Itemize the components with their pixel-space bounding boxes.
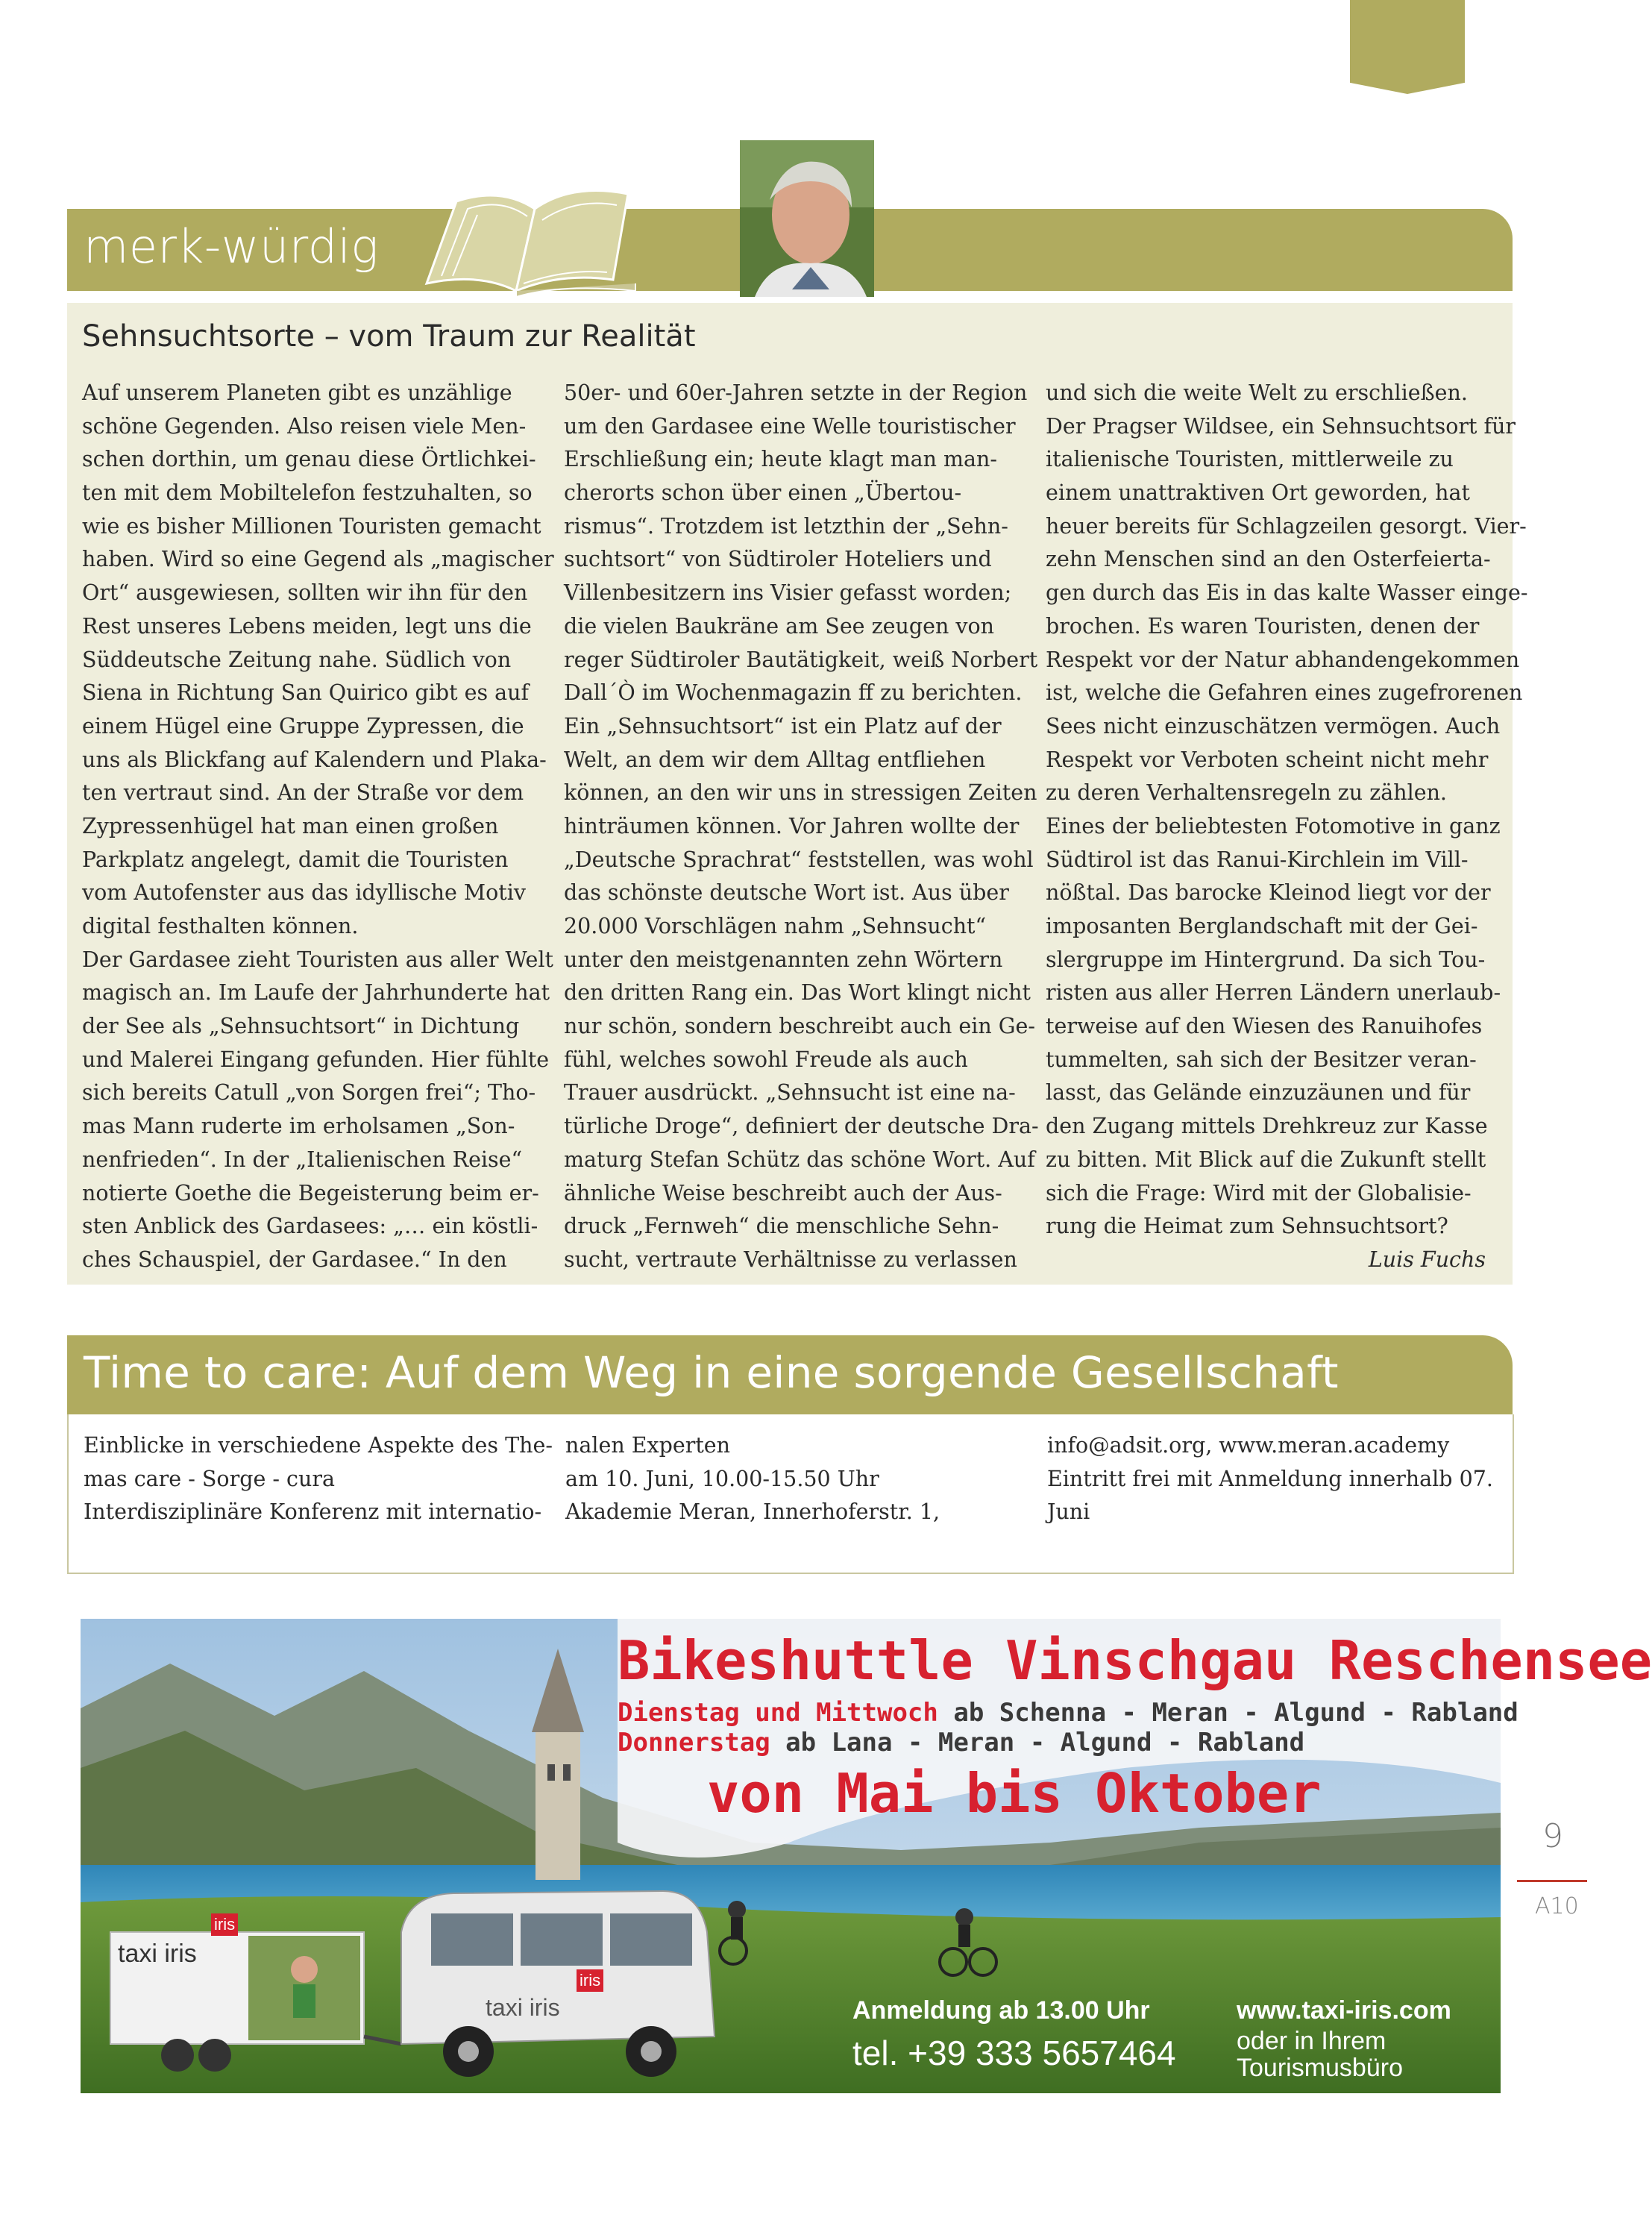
text-line: den Zugang mittels Drehkreuz zur Kasse bbox=[1046, 1114, 1488, 1139]
article-panel bbox=[67, 303, 1528, 1285]
author-portrait bbox=[740, 140, 874, 297]
text-line: Respekt vor der Natur abhandengekommen bbox=[1046, 647, 1520, 672]
text-line: risten aus aller Herren Ländern unerlaub- bbox=[1046, 980, 1501, 1006]
bus-iris-tag: iris bbox=[577, 1969, 603, 1992]
text-line: Eines der beliebtesten Fotomotive in ganz bbox=[1046, 813, 1501, 838]
article-column-2 bbox=[564, 377, 1039, 1277]
text-line: imposanten Berglandschaft mit der Gei- bbox=[1046, 914, 1478, 938]
text-line: sich bereits Catull „von Sorgen frei“; Tho- bbox=[82, 1080, 536, 1106]
text-line: einem Hügel eine Gruppe Zypressen, die bbox=[82, 713, 524, 739]
text-line: italienische Touristen, mittlerweile zu bbox=[1046, 447, 1454, 472]
text-line: Akademie Meran, Innerhoferstr. 1, bbox=[565, 1499, 940, 1525]
article-column-3 bbox=[1046, 377, 1528, 1244]
text-line: uns als Blickfang auf Kalendern und Plaka- bbox=[82, 747, 547, 772]
text-line: maturg Stefan Schütz das schöne Wort. Auf bbox=[564, 1147, 1035, 1172]
text-line: suchtsort“ von Südtiroler Hoteliers und bbox=[564, 547, 992, 572]
article-subtitle: Sehnsuchtsorte – vom Traum zur Realität bbox=[82, 319, 696, 354]
trailer-iris-tag: iris bbox=[211, 1913, 238, 1936]
text-line: Welt, an dem wir dem Alltag entfliehen bbox=[564, 747, 986, 772]
text-line: Juni bbox=[1047, 1499, 1090, 1525]
text-line: druck „Fernweh“ die menschliche Sehn- bbox=[564, 1214, 999, 1239]
ad-route-2: ab Lana - Meran - Algund - Rabland bbox=[770, 1728, 1305, 1758]
text-line: magisch an. Im Laufe der Jahrhunderte hat bbox=[82, 980, 550, 1006]
text-line: Zypressenhügel hat man einen großen bbox=[82, 813, 499, 838]
text-line: heuer bereits für Schlagzeilen gesorgt. Vier- bbox=[1046, 513, 1527, 539]
text-line: vom Autofenster aus das idyllische Motiv bbox=[82, 880, 526, 906]
text-line: unter den meistgenannten zehn Wörtern bbox=[564, 947, 1003, 972]
ad-days-2: Donnerstag bbox=[618, 1728, 770, 1758]
text-line: hinträumen können. Vor Jahren wollte der bbox=[564, 813, 1020, 838]
bus-logo-text: taxi iris bbox=[486, 1994, 560, 2021]
text-line: Interdisziplinäre Konferenz mit internatio- bbox=[84, 1499, 542, 1525]
text-line: haben. Wird so eine Gegend als „magischer bbox=[82, 547, 554, 572]
ad-registration: Anmeldung ab 13.00 Uhr bbox=[852, 1996, 1150, 2025]
ad-schedule-line-2 bbox=[618, 1728, 1304, 1758]
text-line: Ort“ ausgewiesen, sollten wir ihn für den bbox=[82, 580, 528, 606]
text-line: Respekt vor Verboten scheint nicht mehr bbox=[1046, 747, 1489, 772]
event-panel bbox=[67, 1414, 1514, 1574]
text-line: können, an den wir uns in stressigen Zeiten bbox=[564, 780, 1037, 806]
event-column-2 bbox=[565, 1429, 1035, 1529]
text-line: wie es bisher Millionen Touristen gemacht bbox=[82, 513, 541, 539]
text-line: ches Schauspiel, der Gardasee.“ In den bbox=[82, 1247, 507, 1272]
text-line: schen dorthin, um genau diese Örtlichkei- bbox=[82, 447, 536, 472]
text-line: das schönste deutsche Wort ist. Aus über bbox=[564, 880, 1009, 906]
text-line: Der Pragser Wildsee, ein Sehnsuchtsort für bbox=[1046, 413, 1516, 439]
text-line: und Malerei Eingang gefunden. Hier fühlte bbox=[82, 1047, 550, 1072]
ad-period: von Mai bis Oktober bbox=[707, 1762, 1322, 1825]
text-line: Siena in Richtung San Quirico gibt es auf bbox=[82, 680, 530, 706]
section-header-time-to-care bbox=[67, 1335, 1513, 1414]
text-line: sich die Frage: Wird mit der Globalisie- bbox=[1046, 1180, 1472, 1206]
text-line: ten vertraut sind. An der Straße vor dem bbox=[82, 780, 524, 806]
text-line: notierte Goethe die Begeisterung beim er- bbox=[82, 1180, 539, 1206]
text-line: der See als „Sehnsuchtsort“ in Dichtung bbox=[82, 1014, 520, 1039]
text-line: Ein „Sehnsuchtsort“ ist ein Platz auf der bbox=[564, 713, 1002, 739]
page-corner-tab bbox=[1350, 0, 1465, 94]
text-line: cherorts schon über einen „Übertou- bbox=[564, 480, 962, 506]
section-title: Time to care: Auf dem Weg in eine sorgende Gesellschaft bbox=[84, 1347, 1339, 1398]
text-line: einem unattraktiven Ort geworden, hat bbox=[1046, 480, 1470, 506]
text-line: slergruppe im Hintergrund. Da sich Tou- bbox=[1046, 947, 1486, 972]
ad-office-line-1: oder in Ihrem bbox=[1237, 2027, 1386, 2055]
text-line: und sich die weite Welt zu erschließen. bbox=[1046, 380, 1468, 405]
section-header-merk-wuerdig bbox=[67, 209, 1513, 291]
page-number-divider bbox=[1517, 1880, 1587, 1882]
text-line: Südtirol ist das Ranui-Kirchlein im Vill- bbox=[1046, 847, 1469, 872]
text-line: 20.000 Vorschlägen nahm „Sehnsucht“ bbox=[564, 914, 987, 938]
text-line: schöne Gegenden. Also reisen viele Men- bbox=[82, 413, 527, 439]
section-title: merk-würdig bbox=[84, 219, 379, 274]
text-line: Süddeutsche Zeitung nahe. Südlich von bbox=[82, 647, 512, 672]
text-line: zu bitten. Mit Blick auf die Zukunft stellt bbox=[1046, 1147, 1486, 1172]
page-code: A10 bbox=[1535, 1893, 1579, 1919]
text-line: den dritten Rang ein. Das Wort klingt nicht bbox=[564, 980, 1031, 1006]
text-line: fühl, welches sowohl Freude als auch bbox=[564, 1047, 968, 1072]
text-line: terweise auf den Wiesen des Ranuihofes bbox=[1046, 1014, 1483, 1039]
text-line: Dall´Ò im Wochenmagazin ff zu berichten. bbox=[564, 680, 1023, 706]
text-line: mas Mann ruderte im erholsamen „Son- bbox=[82, 1114, 515, 1139]
text-line: brochen. Es waren Touristen, denen der bbox=[1046, 613, 1480, 639]
ad-office-note bbox=[1237, 2028, 1403, 2081]
ad-website-link[interactable]: www.taxi-iris.com bbox=[1237, 1996, 1451, 2025]
event-column-3 bbox=[1047, 1429, 1502, 1529]
open-book-icon bbox=[412, 179, 658, 298]
text-line: Erschließung ein; heute klagt man man- bbox=[564, 447, 998, 472]
ad-route-1: ab Schenna - Meran - Algund - Rabland bbox=[938, 1698, 1518, 1728]
text-line: zu deren Verhaltensregeln zu zählen. bbox=[1046, 780, 1447, 806]
text-line: Villenbesitzern ins Visier gefasst worden; bbox=[564, 580, 1012, 606]
text-line: Rest unseres Lebens meiden, legt uns die bbox=[82, 613, 532, 639]
text-line: am 10. Juni, 10.00-15.50 Uhr bbox=[565, 1466, 879, 1491]
text-line: mas care - Sorge - cura bbox=[84, 1466, 335, 1491]
text-line: digital festhalten können. bbox=[82, 914, 359, 938]
text-line: „Deutsche Sprachrat“ feststellen, was wohl bbox=[564, 847, 1034, 872]
text-line: tummelten, sah sich der Besitzer veran- bbox=[1046, 1047, 1477, 1072]
text-line: türliche Droge“, definiert der deutsche Dra- bbox=[564, 1114, 1039, 1139]
ad-schedule-line-1 bbox=[618, 1698, 1518, 1728]
text-line: Sees nicht einzuschätzen vermögen. Auch bbox=[1046, 713, 1501, 739]
text-line: sten Anblick des Gardasees: „… ein köstli- bbox=[82, 1214, 538, 1239]
text-line: Auf unserem Planeten gibt es unzählige bbox=[82, 380, 512, 405]
event-column-1 bbox=[84, 1429, 553, 1529]
text-line: lasst, das Gelände einzuzäunen und für bbox=[1046, 1080, 1471, 1106]
text-line: nalen Experten bbox=[565, 1433, 731, 1458]
text-line: Trauer ausdrückt. „Sehnsucht ist eine na- bbox=[564, 1080, 1016, 1106]
text-line: nenfrieden“. In der „Italienischen Reise“ bbox=[82, 1147, 523, 1172]
text-line: reger Südtiroler Bautätigkeit, weiß Norbert bbox=[564, 647, 1038, 672]
ad-office-line-2: Tourismusbüro bbox=[1237, 2054, 1403, 2082]
text-line: info@adsit.org, www.meran.academy bbox=[1047, 1433, 1450, 1458]
text-line: ähnliche Weise beschreibt auch der Aus- bbox=[564, 1180, 1002, 1206]
text-line: ten mit dem Mobiltelefon festzuhalten, so bbox=[82, 480, 533, 506]
text-line: Parkplatz angelegt, damit die Touristen bbox=[82, 847, 509, 872]
text-line: sucht, vertraute Verhältnisse zu verlassen bbox=[564, 1247, 1017, 1272]
text-line: Einblicke in verschiedene Aspekte des The- bbox=[84, 1433, 553, 1458]
text-line: rung die Heimat zum Sehnsuchtsort? bbox=[1046, 1214, 1448, 1239]
text-line: gen durch das Eis in das kalte Wasser einge- bbox=[1046, 580, 1528, 606]
ad-days-1: Dienstag und Mittwoch bbox=[618, 1698, 938, 1728]
text-line: Eintritt frei mit Anmeldung innerhalb 07. bbox=[1047, 1466, 1493, 1491]
text-line: nößtal. Das barocke Kleinod liegt vor der bbox=[1046, 880, 1491, 906]
text-line: um den Gardasee eine Welle touristischer bbox=[564, 413, 1016, 439]
page-number: 9 bbox=[1542, 1817, 1563, 1855]
text-line: Der Gardasee zieht Touristen aus aller Welt bbox=[82, 947, 553, 972]
author-wrapper bbox=[1046, 1244, 1501, 1277]
text-line: nur schön, sondern beschreibt auch ein Ge- bbox=[564, 1014, 1036, 1039]
ad-title: Bikeshuttle Vinschgau Reschensee bbox=[618, 1629, 1652, 1692]
text-line: die vielen Baukräne am See zeugen von bbox=[564, 613, 994, 639]
text-line: 50er- und 60er-Jahren setzte in der Region bbox=[564, 380, 1028, 405]
article-author: Luis Fuchs bbox=[1368, 1247, 1486, 1272]
article-column-1 bbox=[82, 377, 552, 1277]
text-line: ist, welche die Gefahren eines zugefrorenen bbox=[1046, 680, 1523, 706]
trailer-logo-text: taxi iris bbox=[118, 1940, 197, 1968]
text-line: rismus“. Trotzdem ist letzthin der „Sehn- bbox=[564, 513, 1008, 539]
ad-phone[interactable]: tel. +39 333 5657464 bbox=[852, 2034, 1176, 2072]
text-line: zehn Menschen sind an den Osterfeierta- bbox=[1046, 547, 1491, 572]
